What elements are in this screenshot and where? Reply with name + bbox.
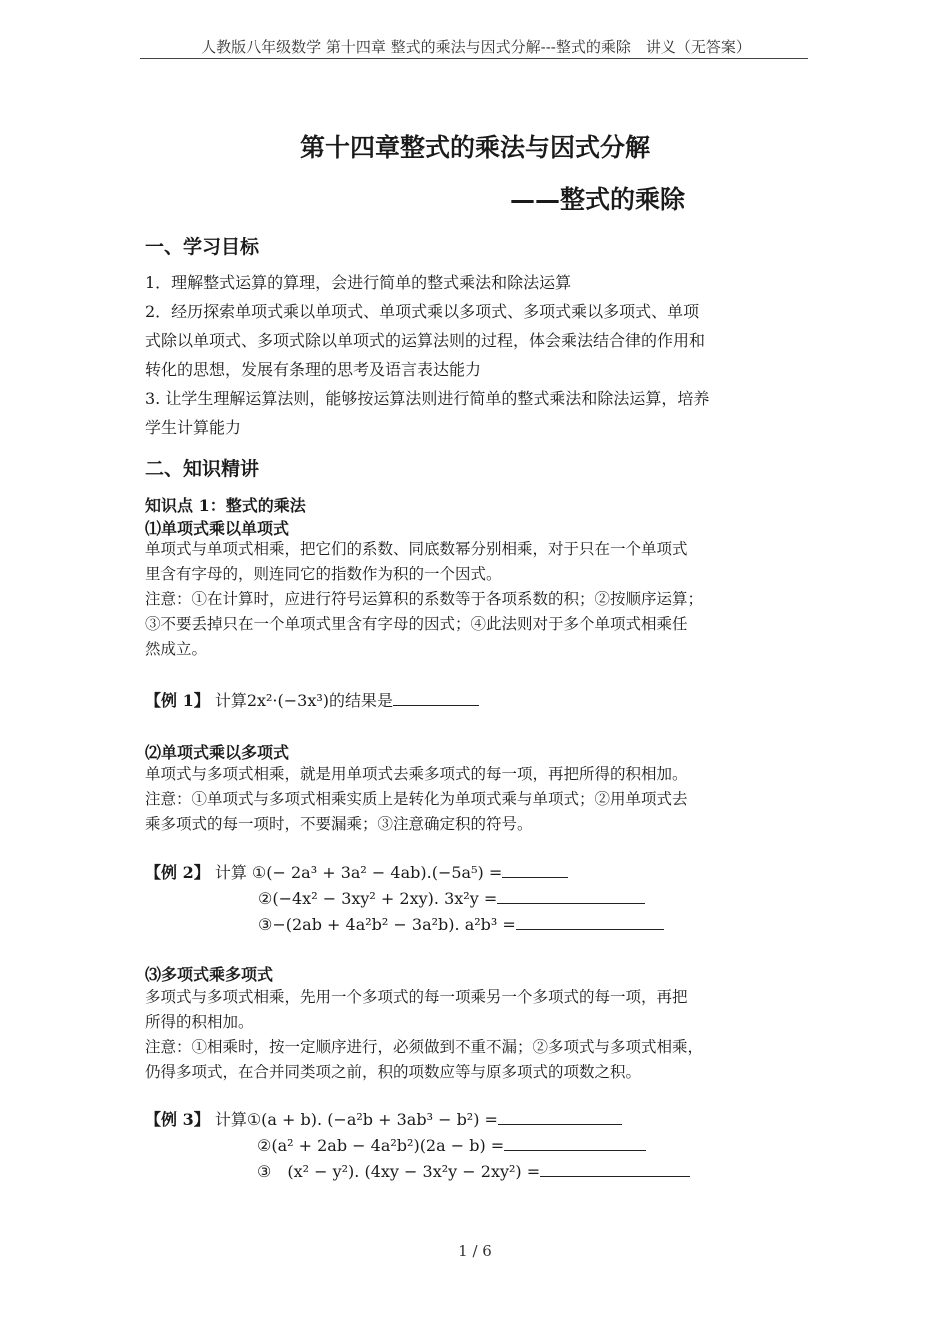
subsection-text bbox=[145, 537, 810, 662]
example-2 bbox=[145, 860, 664, 938]
answer-blank[interactable] bbox=[504, 1136, 646, 1151]
text-line: 仍得多项式，在合并同类项之前，积的项数应等与原多项式的项数之积。 bbox=[145, 1063, 642, 1081]
example-label: 【例 2】 bbox=[145, 863, 210, 882]
objective-line: 学生计算能力 bbox=[145, 418, 242, 437]
answer-blank[interactable] bbox=[502, 863, 568, 878]
text-line: 注意：①在计算时，应进行符号运算积的系数等于各项系数的积；②按顺序运算； bbox=[145, 590, 704, 608]
knowledge-point-title: 知识点 1：整式的乘法 bbox=[145, 496, 306, 515]
text-line: 里含有字母的，则连同它的指数作为积的一个因式。 bbox=[145, 565, 502, 583]
text-line: 然成立。 bbox=[145, 640, 208, 658]
answer-blank[interactable] bbox=[540, 1162, 690, 1177]
page-title: 第十四章整式的乘法与因式分解 bbox=[299, 133, 650, 162]
example-item: ①(a + b). (−a²b + 3ab³ − b²) = bbox=[246, 1110, 498, 1129]
text-line: ③不要丢掉只在一个单项式里含有字母的因式；④此法则对于多个单项式相乘任 bbox=[145, 615, 688, 633]
subsection-text bbox=[145, 985, 810, 1085]
subsection-title: ⑴单项式乘以单项式 bbox=[145, 519, 290, 538]
example-item: ②(a² + 2ab − 4a²b²)(2a − b) = bbox=[257, 1136, 505, 1155]
subsection-title: ⑵单项式乘以多项式 bbox=[145, 743, 290, 762]
objective-line: 3. 让学生理解运算法则，能够按运算法则进行简单的整式乘法和除法运算，培养 bbox=[145, 389, 710, 408]
example-3 bbox=[145, 1107, 690, 1185]
answer-blank[interactable] bbox=[498, 1110, 622, 1125]
answer-blank[interactable] bbox=[497, 889, 645, 904]
example-prefix: 计算 bbox=[214, 863, 247, 882]
objective-line: 转化的思想，发展有条理的思考及语言表达能力 bbox=[145, 360, 482, 379]
example-item: ①(− 2a³ + 3a² − 4ab).(−5a⁵) = bbox=[251, 863, 503, 882]
answer-blank[interactable] bbox=[393, 691, 479, 706]
subsection-title: ⑶多项式乘多项式 bbox=[145, 965, 274, 984]
text-line: 所得的积相加。 bbox=[145, 1013, 254, 1031]
answer-blank[interactable] bbox=[516, 915, 664, 930]
text-line: 单项式与多项式相乘，就是用单项式去乘多项式的每一项，再把所得的积相加。 bbox=[145, 765, 688, 783]
example-expression: 计算2x²·(−3x³)的结果是 bbox=[214, 691, 394, 710]
example-label: 【例 3】 bbox=[145, 1110, 210, 1129]
page-subtitle: ——整式的乘除 bbox=[510, 185, 686, 214]
header-rule bbox=[140, 58, 808, 59]
text-line: 单项式与单项式相乘，把它们的系数、同底数幂分别相乘，对于只在一个单项式 bbox=[145, 540, 688, 558]
example-item: ③ (x² − y²). (4xy − 3x²y − 2xy²) = bbox=[257, 1162, 541, 1181]
objective-line: 2．经历探索单项式乘以单项式、单项式乘以多项式、多项式乘以多项式、单项 bbox=[145, 302, 700, 321]
objective-line: 1．理解整式运算的算理，会进行简单的整式乘法和除法运算 bbox=[145, 273, 572, 292]
subsection-text bbox=[145, 762, 810, 837]
example-item: ③−(2ab + 4a²b² − 3a²b). a²b³ = bbox=[258, 915, 516, 934]
example-prefix: 计算 bbox=[214, 1110, 247, 1129]
text-line: 注意：①单项式与多项式相乘实质上是转化为单项式乘与单项式；②用单项式去 bbox=[145, 790, 688, 808]
example-1 bbox=[145, 688, 479, 714]
section-heading-objectives: 一、学习目标 bbox=[145, 236, 260, 258]
example-label: 【例 1】 bbox=[145, 691, 210, 710]
text-line: 乘多项式的每一项时，不要漏乘；③注意确定积的符号。 bbox=[145, 815, 533, 833]
example-item: ②(−4x² − 3xy² + 2xy). 3x²y = bbox=[258, 889, 498, 908]
text-line: 注意：①相乘时，按一定顺序进行，必须做到不重不漏；②多项式与多项式相乘， bbox=[145, 1038, 704, 1056]
objective-line: 式除以单项式、多项式除以单项式的运算法则的过程，体会乘法结合律的作用和 bbox=[145, 331, 706, 350]
page-number: 1 / 6 bbox=[458, 1242, 492, 1260]
section-heading-knowledge: 二、知识精讲 bbox=[145, 458, 260, 480]
page-header: 人教版八年级数学 第十四章 整式的乘法与因式分解---整式的乘除 讲义（无答案） bbox=[201, 38, 751, 56]
objectives-text bbox=[145, 268, 810, 442]
text-line: 多项式与多项式相乘，先用一个多项式的每一项乘另一个多项式的每一项，再把 bbox=[145, 988, 688, 1006]
